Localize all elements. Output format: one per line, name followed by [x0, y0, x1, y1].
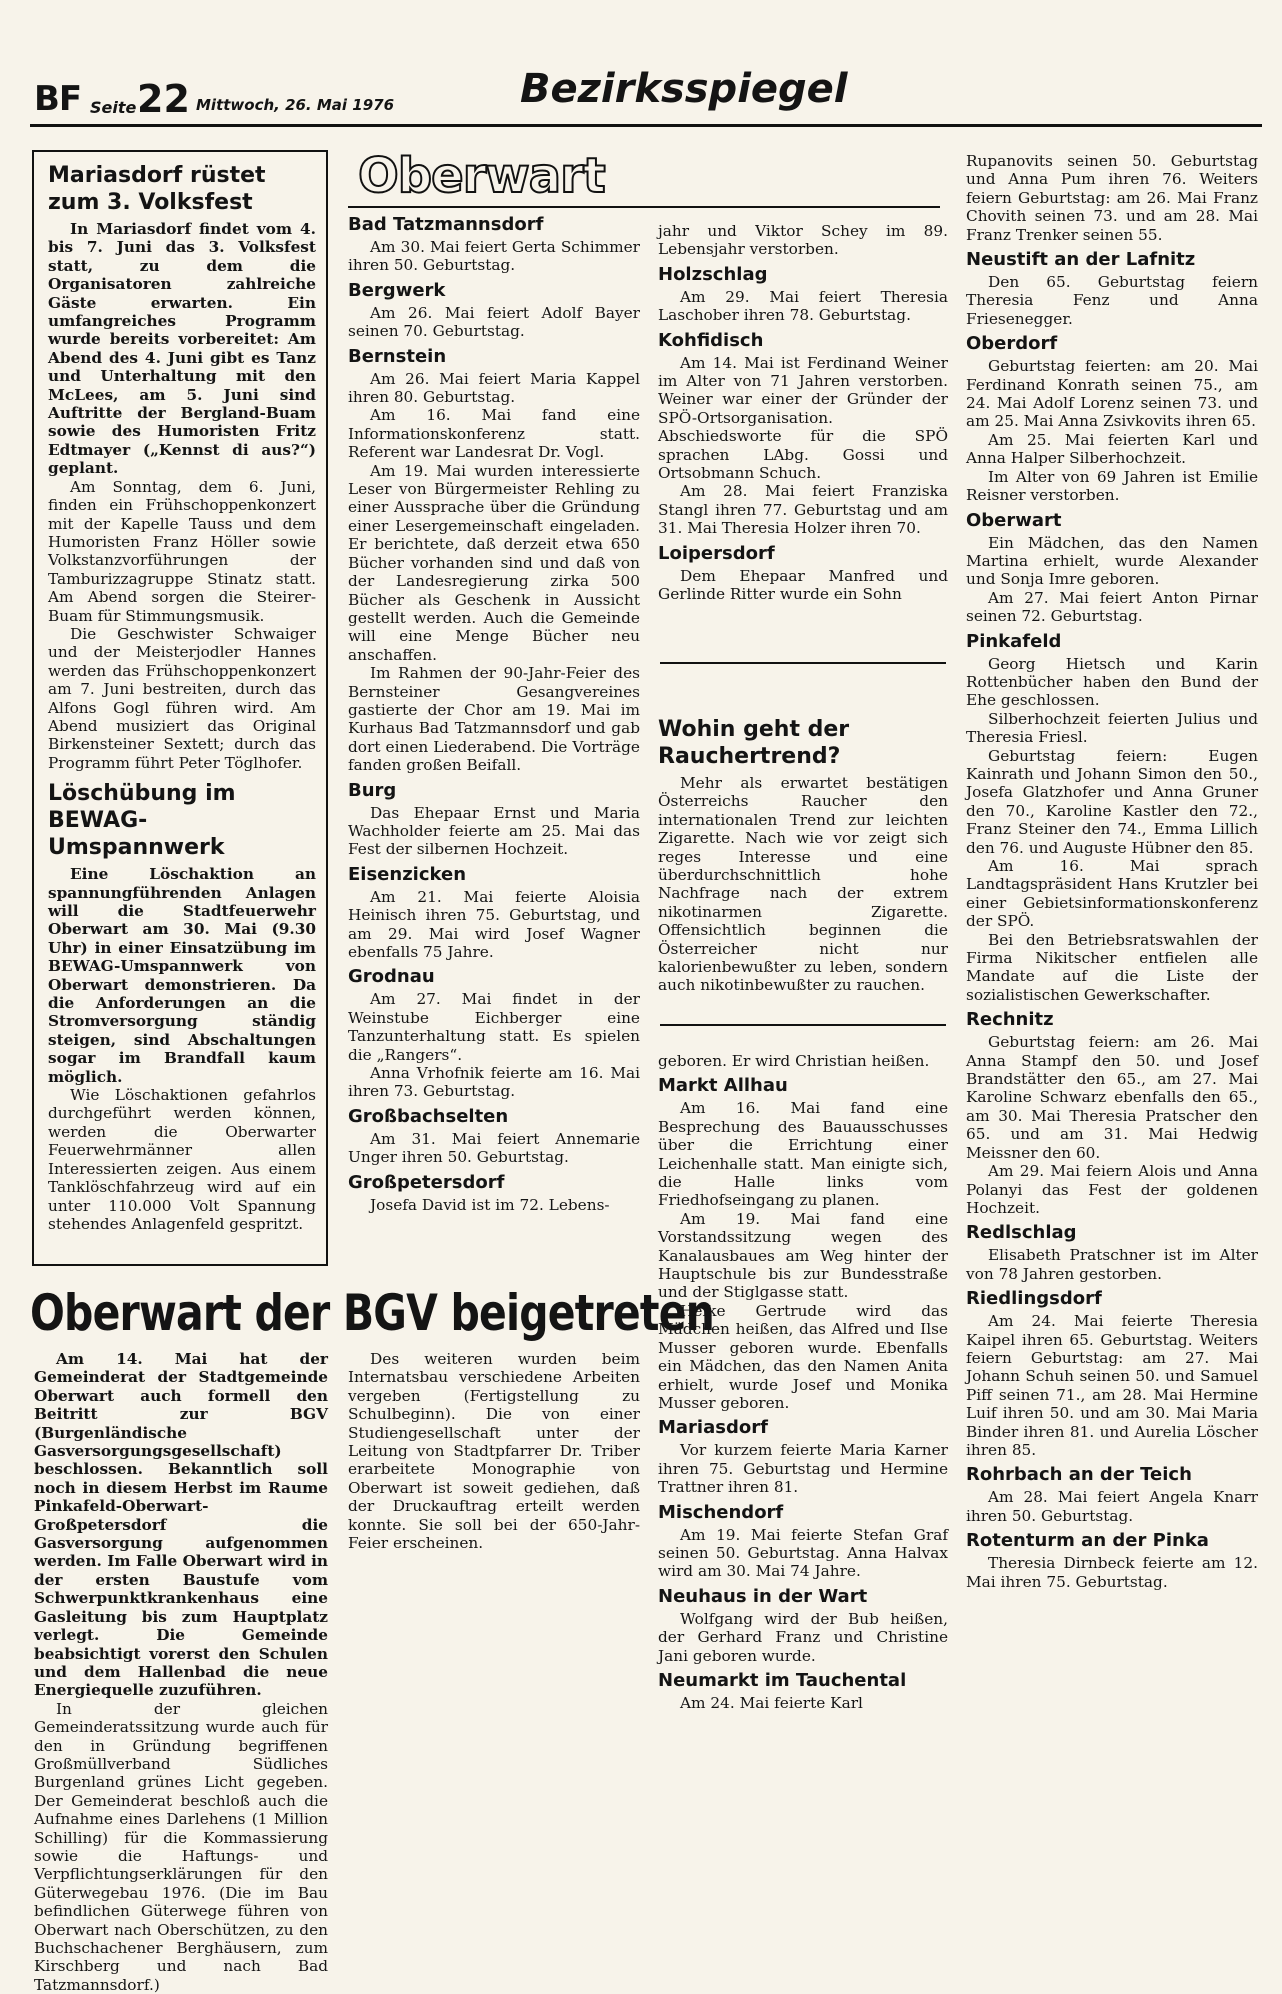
paragraph: Am 27. Mai feiert Anton Pirnar seinen 72. Geburtstag. — [966, 588, 1258, 626]
place-heading: Burg — [348, 779, 397, 801]
paragraph: Vor kurzem feierte Maria Karner ihren 75. Geburtstag und Hermine Trattner ihren 81. — [658, 1441, 948, 1497]
paragraph: Am 28. Mai feiert Angela Knarr ihren 50. Geburtstag. — [966, 1488, 1258, 1525]
paragraph: Am 24. Mai feierte Theresia Kaipel ihren 65. Geburtstag. Weiters feiern Geburtstag: am 27. Mai Johann Schuh seinen 50. und Samuel Piff seinen 71., am 28. Mai Hermine Luif ihren 50. und am 30. Mai Maria Binder ihren 81. und Aurelia Löscher ihren 85. — [966, 1312, 1258, 1459]
page-label: Seite — [90, 98, 137, 117]
paragraph: Im Alter von 69 Jahren ist Emilie Reisner verstorben. — [966, 467, 1258, 505]
logo: BF — [34, 79, 82, 119]
continued-text: jahr und Viktor Schey im 89. Lebensjahr verstorben. — [658, 222, 948, 259]
paragraph: Heike Gertrude wird das Mädchen heißen, das Alfred und Ilse Musser geboren wurde. Ebenfalls ein Mädchen, das den Namen Anita erhielt, wurde Josef und Monika Musser geboren. — [658, 1301, 948, 1412]
place-heading: Mischendorf — [658, 1501, 784, 1523]
paragraph: Anna Vrhofnik feierte am 16. Mai ihren 73. Geburtstag. — [348, 1064, 640, 1101]
paragraph: Am 25. Mai feierten Karl und Anna Halper Silberhochzeit. — [966, 430, 1258, 468]
section-title: Bezirksspiegel — [520, 66, 848, 112]
paragraph: Geburtstag feiern: am 26. Mai Anna Stampf den 50. und Josef Brandstätter den 65., am 27. Mai Karoline Schwarz ebenfalls den 65., am 30. Mai Theresia Pratscher den 65. und am 31. Mai Hedwig Meissner den 60. — [966, 1033, 1258, 1162]
place-heading: Großbachselten — [348, 1105, 509, 1127]
paragraph: Am 19. Mai feierte Stefan Graf seinen 50. Geburtstag. Anna Halvax wird am 30. Mai 74 Jahre. — [658, 1525, 948, 1581]
page-number: 22 — [137, 77, 190, 121]
paragraph: Am 29. Mai feiert Theresia Laschober ihren 78. Geburtstag. — [658, 287, 948, 325]
header-rule — [30, 124, 1262, 127]
paragraph: Am 30. Mai feiert Gerta Schimmer ihren 50. Geburtstag. — [348, 238, 640, 275]
continued-text: geboren. Er wird Christian heißen. — [658, 1052, 930, 1070]
paragraph: Wolfgang wird der Bub heißen, der Gerhard Franz und Christine Jani geboren wurde. — [658, 1609, 948, 1665]
article-lead: Am 14. Mai hat der Gemeinderat der Stadtgemeinde Oberwart auch formell den Beitritt zur BGV (Burgenländische Gasversorgungsgesellschaft) beschlossen. Bekanntlich soll noch in diesem Herbst im Raume Pinkafeld-Oberwart-Großpetersdorf die Gasversorgung aufgenommen werden. Im Falle Oberwart wird in der ersten Baustufe vom Schwerpunktkrankenhaus eine Gasleitung bis zum Hauptplatz verlegt. Die Gemeinde beabsichtigt vorerst den Schulen und dem Hallenbad die neue Energiequelle zuzuführen. — [34, 1350, 328, 1700]
bgv-col-2 — [348, 1350, 640, 1552]
article-title: Löschübung im BEWAG-Umspannwerk — [48, 781, 236, 861]
paragraph: Des weiteren wurden beim Internatsbau verschiedene Arbeiten vergeben (Fertigstellung zu Schulbeginn). Die von einer Studiengesellschaft unter der Leitung von Stadtpfarrer Dr. Triber erarbeitete Monographie von Oberwart ist soweit gediehen, daß der Druckauftrag erteilt werden konnte. Sie soll bei der 650-Jahr-Feier erscheinen. — [348, 1350, 640, 1553]
column-3-top — [658, 222, 948, 604]
paragraph: Am 21. Mai feierte Aloisia Heinisch ihren 75. Geburtstag, und am 29. Mai wird Josef Wagner ebenfalls 75 Jahre. — [348, 887, 640, 961]
paragraph: Georg Hietsch und Karin Rottenbücher haben den Bund der Ehe geschlossen. — [966, 654, 1258, 710]
article-headline: Oberwart der BGV beigetreten — [30, 1284, 715, 1342]
place-heading: Holzschlag — [658, 263, 768, 285]
paragraph: In der gleichen Gemeinderatssitzung wurde auch für den in Gründung begriffenen Großmüllverband Südliches Burgenland grünes Licht gegeben. Der Gemeinderat beschloß auch die Aufnahme eines Darlehens (1 Million Schilling) für die Kommassierung sowie die Haftungs- und Verpflichtungserklärungen für den Güterwegebau 1976. (Die im Bau befindlichen Güterwege führen von Oberwart nach Oberschützen, zu den Buchschachener Berghäusern, zum Kirschberg und nach Bad Tatzmannsdorf.) — [34, 1699, 328, 1994]
divider — [660, 1024, 946, 1026]
place-heading: Rechnitz — [966, 1009, 1054, 1031]
place-heading: Loipersdorf — [658, 542, 775, 564]
paragraph: Dem Ehepaar Manfred und Gerlinde Ritter wurde ein Sohn — [658, 566, 948, 604]
place-heading: Bad Tatzmannsdorf — [348, 214, 544, 235]
paragraph: Theresia Dirnbeck feierte am 12. Mai ihren 75. Geburtstag. — [966, 1554, 1258, 1591]
paragraph: Am Sonntag, dem 6. Juni, finden ein Frühschoppenkonzert mit der Kapelle Tauss und dem Humoristen Franz Höller sowie Volkstanzvorführungen der Tamburizzagruppe Stinatz statt. Am Abend sorgen die Steirer-Buam für Stimmungsmusik. — [48, 477, 316, 625]
paragraph: Bei den Betriebsratswahlen der Firma Nikitscher entfielen alle Mandate auf die Liste der sozialistischen Gewerkschafter. — [966, 930, 1258, 1004]
paragraph: Die Geschwister Schwaiger und der Meisterjodler Hannes werden das Frühschoppenkonzert am 7. Juni bestreiten, durch das Alfons Gogl führen wird. Am Abend musiziert das Original Birkensteiner Sextett; durch das Programm führt Peter Töglhofer. — [48, 624, 316, 772]
place-heading: Oberwart — [966, 509, 1062, 531]
oberwart-heading: Oberwart — [358, 148, 605, 204]
paragraph: Im Rahmen der 90-Jahr-Feier des Bernsteiner Gesangvereines gastierte der Chor am 19. Mai im Kurhaus Bad Tatzmannsdorf und gab dort einen Liederabend. Die Vorträge fanden großen Beifall. — [348, 664, 640, 775]
paragraph: Elisabeth Pratschner ist im Alter von 78 Jahren gestorben. — [966, 1246, 1258, 1283]
place-heading: Redlschlag — [966, 1222, 1077, 1244]
place-heading: Bergwerk — [348, 279, 446, 301]
article-volksfest — [48, 162, 316, 1233]
divider — [660, 662, 946, 664]
article-lead: In Mariasdorf findet vom 4. bis 7. Juni das 3. Volksfest statt, zu dem die Organisatoren zahlreiche Gäste erwarten. Ein umfangreiches Programm wurde bereits vorbereitet: Am Abend des 4. Juni gibt es Tanz und Unterhaltung mit den McLees, am 5. Juni sind Auftritte der Bergland-Buam sowie des Humoristen Fritz Edtmayer („Kennst di aus?“) geplant. — [48, 220, 316, 478]
place-heading: Eisenzicken — [348, 863, 467, 885]
paragraph: Am 31. Mai feiert Annemarie Unger ihren 50. Geburtstag. — [348, 1129, 640, 1167]
paragraph: Am 19. Mai wurden interessierte Leser von Bürgermeister Rehling zu einer Aussprache über die Gründung einer Lesergemeinschaft eingeladen. Er berichtete, daß derzeit etwa 650 Bücher vorhanden sind und daß von der Landesregierung zirka 500 Bücher als Geschenk in Aussicht gestellt werden. Auch die Gemeinde will eine Menge Bücher neu anschaffen. — [348, 461, 640, 664]
place-heading: Mariasdorf — [658, 1417, 768, 1439]
bgv-col-1 — [34, 1350, 328, 1994]
paragraph: Wie Löschaktionen gefahrlos durchgeführt werden können, werden die Oberwarter Feuerwehrmänner allen Interessierten zeigen. Aus einem Tanklöschfahrzeug wird auf ein unter 110.000 Volt Spannung stehendes Anlagenfeld gespritzt. — [48, 1086, 316, 1233]
article-title: Wohin geht der Rauchertrend? — [658, 717, 850, 769]
place-heading: Riedlingsdorf — [966, 1288, 1102, 1310]
paragraph: Am 26. Mai feiert Adolf Bayer seinen 70. Geburtstag. — [348, 303, 640, 341]
article-title: Mariasdorf rüstet zum 3. Volksfest — [48, 163, 266, 215]
paragraph: Am 14. Mai ist Ferdinand Weiner im Alter von 71 Jahren verstorben. Weiner war einer der Gründer der SPÖ-Ortsorganisation. Abschiedsworte für die SPÖ sprachen LAbg. Gossi und Ortsobmann Schuch. — [658, 353, 948, 483]
place-heading: Pinkafeld — [966, 630, 1062, 652]
article-lead: Eine Löschaktion an spannungführenden Anlagen will die Stadtfeuerwehr Oberwart am 30. Mai (9.30 Uhr) in einer Einsatzübung im BEWAG-Umspannwerk von Oberwart demonstrieren. Da die Anforderungen an die Stromversorgung ständig steigen, sind Abschaltungen sogar im Brandfall kaum möglich. — [48, 865, 316, 1086]
paragraph: Am 26. Mai feiert Maria Kappel ihren 80. Geburtstag. — [348, 369, 640, 407]
place-heading: Markt Allhau — [658, 1075, 788, 1097]
paragraph: Mehr als erwartet bestätigen Österreichs Raucher den internationalen Trend zur leichten Zigarette. Nach wie vor zeigt sich reges Interesse und eine überdurchschnittlich hohe Nachfrage nach der extrem nikotinarmen Zigarette. Offensichtlich beginnen die Österreicher nicht nur kalorienbewußter zu leben, sondern auch nikotinbewußter zu rauchen. — [658, 774, 948, 995]
paragraph: Am 16. Mai fand eine Informationskonferenz statt. Referent war Landesrat Dr. Vogl. — [348, 406, 640, 462]
paragraph: Den 65. Geburtstag feiern Theresia Fenz und Anna Friesenegger. — [966, 273, 1258, 328]
issue-date: Mittwoch, 26. Mai 1976 — [196, 96, 395, 114]
paragraph: Am 24. Mai feierte Karl — [680, 1693, 863, 1712]
place-heading: Neumarkt im Tauchental — [658, 1669, 907, 1691]
paragraph: Silberhochzeit feierten Julius und Theresia Friesl. — [966, 709, 1258, 747]
section-rule — [348, 206, 940, 208]
paragraph: Ein Mädchen, das den Namen Martina erhielt, wurde Alexander und Sonja Imre geboren. — [966, 533, 1258, 589]
place-heading: Rotenturm an der Pinka — [966, 1530, 1209, 1552]
place-heading: Bernstein — [348, 345, 447, 367]
paragraph: Am 16. Mai sprach Landtagspräsident Hans Krutzler bei einer Gebietsinformationskonferenz der SPÖ. — [966, 857, 1258, 931]
paragraph: Geburtstag feiern: Eugen Kainrath und Johann Simon den 50., Josefa Glatzhofer und Anna Gruner den 70., Karoline Kastler den 72., Franz Steiner den 74., Emma Lillich den 76. und Auguste Hübner den 85. — [966, 746, 1258, 857]
paragraph: Am 28. Mai feiert Franziska Stangl ihren 77. Geburtstag und am 31. Mai Theresia Holzer ihren 70. — [658, 482, 948, 538]
place-heading: Neustift an der Lafnitz — [966, 249, 1196, 271]
column-4 — [966, 152, 1258, 1591]
paragraph: Josefa David ist im 72. Lebens- — [370, 1195, 610, 1214]
paragraph: Am 16. Mai fand eine Besprechung des Bauausschusses über die Errichtung einer Leichenhalle statt. Man einigte sich, die Halle links vom Friedhofseingang zu planen. — [658, 1099, 948, 1210]
paragraph: Am 19. Mai fand eine Vorstandssitzung wegen des Kanalausbaues am Weg hinter der Hauptschule bis zur Bundesstraße und der Stiglgasse statt. — [658, 1209, 948, 1302]
paragraph: Am 29. Mai feiern Alois und Anna Polanyi das Fest der goldenen Hochzeit. — [966, 1162, 1258, 1217]
place-heading: Grodnau — [348, 966, 435, 988]
column-3-bottom — [658, 1052, 948, 1712]
paragraph: Am 27. Mai findet in der Weinstube Eichberger eine Tanzunterhaltung statt. Es spielen die „Rangers“. — [348, 990, 640, 1064]
continued-text: Rupanovits seinen 50. Geburtstag und Anna Pum ihren 76. Weiters feiern Geburtstag: am 26. Mai Franz Chovith seinen 73. und am 28. Mai Franz Trenker seinen 55. — [966, 152, 1258, 244]
article-rauchertrend — [658, 712, 948, 995]
paragraph: Geburtstag feierten: am 20. Mai Ferdinand Konrath seinen 75., am 24. Mai Adolf Lorenz seinen 73. und am 25. Mai Anna Zsivkovits ihren 65. — [966, 357, 1258, 431]
place-heading: Rohrbach an der Teich — [966, 1464, 1192, 1486]
place-heading: Kohfidisch — [658, 329, 764, 351]
place-heading: Neuhaus in der Wart — [658, 1585, 868, 1607]
column-2 — [348, 214, 640, 1214]
place-heading: Oberdorf — [966, 333, 1058, 355]
place-heading: Großpetersdorf — [348, 1171, 505, 1193]
paragraph: Das Ehepaar Ernst und Maria Wachholder feierte am 25. Mai das Fest der silbernen Hochzeit. — [348, 803, 640, 859]
